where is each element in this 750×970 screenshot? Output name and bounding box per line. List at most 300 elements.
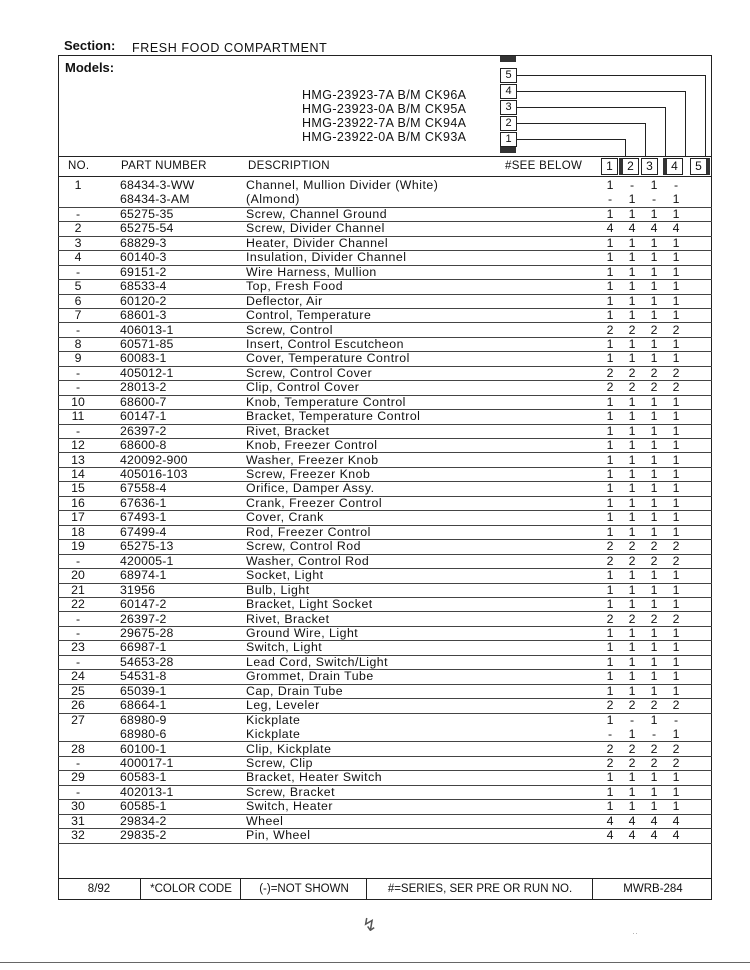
scan-speck: ·· <box>632 928 638 938</box>
part-description: Heater, Divider Channel <box>246 235 389 250</box>
qty-series-2: 1 <box>628 625 636 640</box>
part-number: 26397-2 <box>120 611 167 626</box>
footer-color-code: *COLOR CODE <box>140 879 241 899</box>
footer-date: 8/92 <box>87 883 111 895</box>
qty-series-4: 2 <box>672 756 680 770</box>
part-number: 29675-28 <box>120 625 174 640</box>
part-number: 60585-1 <box>120 799 167 814</box>
qty-series-1: 1 <box>606 625 614 640</box>
qty-series-3: 2 <box>650 553 658 568</box>
qty-series-3: 4 <box>650 813 658 828</box>
part-number: 69151-2 <box>120 264 167 279</box>
part-description: Bulb, Light <box>246 582 310 597</box>
model-line-4: HMG-23922-0A B/M CK93A <box>302 130 467 144</box>
qty-series-4: 1 <box>672 582 680 597</box>
item-number: 9 <box>74 351 82 366</box>
qty-series-2: 1 <box>628 669 636 684</box>
part-description: Kickplate <box>246 712 301 727</box>
qty-series-1: 1 <box>606 510 614 525</box>
qty-header-3: 3 <box>641 158 658 175</box>
part-number: 68600-7 <box>120 394 167 409</box>
leader-wire <box>517 107 665 108</box>
qty-series-1: 1 <box>606 279 614 294</box>
qty-series-2: 1 <box>628 727 636 742</box>
part-number: 65275-35 <box>120 206 174 221</box>
part-number: 60583-1 <box>120 770 167 785</box>
part-number: 406013-1 <box>120 322 174 337</box>
item-number: 22 <box>71 597 85 612</box>
item-number: 28 <box>71 741 85 756</box>
item-number: 27 <box>71 712 85 727</box>
qty-series-2: 1 <box>628 452 636 467</box>
part-description: Bracket, Light Socket <box>246 597 373 612</box>
model-line-1: HMG-23923-7A B/M CK96A <box>302 88 467 102</box>
part-number: 405012-1 <box>120 365 174 380</box>
part-number: 65039-1 <box>120 683 167 698</box>
table-row <box>58 727 712 742</box>
scan-mark: ↯ <box>362 915 378 935</box>
qty-series-4: 1 <box>672 264 680 279</box>
table-row <box>58 799 712 814</box>
qty-series-3: 1 <box>650 582 658 597</box>
qty-series-2: 1 <box>628 495 636 510</box>
qty-series-3: 1 <box>650 438 658 453</box>
table-row <box>58 409 712 424</box>
qty-series-2: 1 <box>628 293 636 308</box>
part-description: Screw, Control <box>246 322 333 337</box>
qty-series-2: 1 <box>628 784 636 799</box>
part-description: Leg, Leveler <box>246 698 320 713</box>
qty-series-2: 2 <box>628 741 636 756</box>
qty-series-1: 2 <box>606 756 614 770</box>
qty-header-4: 4 <box>663 158 683 175</box>
item-number: - <box>75 784 81 799</box>
item-number: - <box>75 264 81 279</box>
footer-series-note: #=SERIES, SER PRE OR RUN NO. <box>366 879 593 899</box>
qty-series-4: 2 <box>672 741 680 756</box>
qty-series-4: 1 <box>672 336 680 351</box>
item-number: 6 <box>74 293 82 308</box>
qty-series-1: 1 <box>606 264 614 279</box>
qty-series-2: 1 <box>628 264 636 279</box>
item-number: 16 <box>71 495 85 510</box>
qty-series-3: 1 <box>650 712 658 727</box>
qty-series-1: 1 <box>606 452 614 467</box>
item-number: 3 <box>74 235 82 250</box>
qty-series-2: 1 <box>628 409 636 424</box>
table-row <box>58 597 712 612</box>
part-description: Orifice, Damper Assy. <box>246 481 375 496</box>
qty-series-4: 1 <box>672 669 680 684</box>
qty-series-3: 1 <box>650 235 658 250</box>
table-row <box>58 207 712 222</box>
item-number: 32 <box>71 828 85 843</box>
item-number: - <box>75 654 81 669</box>
table-row <box>58 568 712 583</box>
qty-series-2: 4 <box>628 221 636 236</box>
qty-series-2: 1 <box>628 467 636 481</box>
table-row <box>58 770 712 785</box>
table-row <box>58 814 712 829</box>
table-row <box>58 481 712 496</box>
item-number: - <box>75 553 81 568</box>
part-description: Cover, Temperature Control <box>246 351 410 366</box>
table-row <box>58 828 712 843</box>
qty-series-1: 2 <box>606 741 614 756</box>
qty-series-3: 2 <box>650 365 658 380</box>
part-number: 60571-85 <box>120 336 174 351</box>
qty-series-4: 2 <box>672 322 680 337</box>
item-number: 25 <box>71 683 85 698</box>
qty-series-4: 4 <box>672 828 680 843</box>
item-number: 24 <box>71 669 85 684</box>
qty-series-4: 1 <box>672 770 680 785</box>
table-row <box>58 554 712 569</box>
part-description: Ground Wire, Light <box>246 625 359 640</box>
part-number: 65275-13 <box>120 539 174 554</box>
col-header-part-number: PART NUMBER <box>121 160 207 172</box>
item-number: 11 <box>71 409 85 424</box>
series-box-2: 2 <box>500 116 517 131</box>
qty-series-4: 1 <box>672 495 680 510</box>
table-row <box>58 380 712 395</box>
qty-series-2: 1 <box>628 206 636 221</box>
qty-series-2: - <box>629 712 635 727</box>
item-number: 5 <box>74 279 82 294</box>
qty-series-3: 1 <box>650 293 658 308</box>
qty-series-4: 1 <box>672 510 680 525</box>
table-row <box>58 510 712 525</box>
qty-series-4: 1 <box>672 423 680 438</box>
part-number: 67558-4 <box>120 481 167 496</box>
part-description: Deflector, Air <box>246 293 323 308</box>
model-line-3: HMG-23922-7A B/M CK94A <box>302 116 467 130</box>
col-header-see-below: #SEE BELOW <box>505 160 583 172</box>
qty-series-4: 1 <box>672 452 680 467</box>
qty-series-2: 1 <box>628 683 636 698</box>
part-number: 68434-3-WW <box>120 178 195 192</box>
qty-series-1: 4 <box>606 828 614 843</box>
leader-wire <box>645 123 646 157</box>
item-number: 1 <box>74 178 82 192</box>
part-description: Insulation, Divider Channel <box>246 250 407 265</box>
qty-series-4: 1 <box>672 799 680 814</box>
qty-series-4: 1 <box>672 524 680 539</box>
item-number: - <box>75 380 81 395</box>
qty-series-3: 1 <box>650 206 658 221</box>
qty-series-2: 2 <box>628 322 636 337</box>
qty-series-2: 2 <box>628 539 636 554</box>
item-number: 8 <box>74 336 82 351</box>
qty-series-2: 1 <box>628 770 636 785</box>
part-number: 68601-3 <box>120 308 167 323</box>
qty-series-1: 2 <box>606 322 614 337</box>
section-title: FRESH FOOD COMPARTMENT <box>132 41 328 55</box>
header-rule-bottom <box>58 176 712 177</box>
part-number: 68533-4 <box>120 279 167 294</box>
qty-series-1: 1 <box>606 568 614 583</box>
qty-series-3: 1 <box>650 394 658 409</box>
col-header-description: DESCRIPTION <box>248 160 330 172</box>
part-number: 54531-8 <box>120 669 167 684</box>
qty-series-3: 2 <box>650 539 658 554</box>
part-description: Kickplate <box>246 727 301 742</box>
qty-series-3: - <box>651 192 657 207</box>
part-description: Switch, Heater <box>246 799 333 814</box>
item-number: - <box>75 423 81 438</box>
leader-wire <box>517 123 645 124</box>
part-number: 26397-2 <box>120 423 167 438</box>
part-description: Rivet, Bracket <box>246 611 330 626</box>
qty-header-5: 5 <box>690 158 710 175</box>
qty-series-3: 1 <box>650 264 658 279</box>
qty-series-2: 1 <box>628 351 636 366</box>
qty-series-4: 1 <box>672 351 680 366</box>
part-number: 400017-1 <box>120 756 174 770</box>
qty-series-1: 1 <box>606 336 614 351</box>
qty-series-2: 2 <box>628 365 636 380</box>
part-description: Rod, Freezer Control <box>246 524 371 539</box>
leader-wire <box>517 75 705 76</box>
qty-series-1: 2 <box>606 611 614 626</box>
qty-series-2: 4 <box>628 813 636 828</box>
part-number: 28013-2 <box>120 380 167 395</box>
part-description: Screw, Bracket <box>246 784 336 799</box>
table-row <box>58 756 712 771</box>
qty-series-1: - <box>607 192 613 207</box>
part-number: 68980-9 <box>120 712 167 727</box>
part-description: Clip, Control Cover <box>246 380 360 395</box>
part-description: Rivet, Bracket <box>246 423 330 438</box>
item-number: 7 <box>74 308 82 323</box>
table-row <box>58 612 712 627</box>
part-number: 54653-28 <box>120 654 174 669</box>
qty-series-1: 2 <box>606 380 614 395</box>
qty-series-1: 1 <box>606 481 614 496</box>
qty-series-2: 1 <box>628 597 636 612</box>
qty-series-4: 1 <box>672 654 680 669</box>
item-number: 21 <box>71 582 85 597</box>
leader-wire <box>517 139 625 140</box>
section-label: Section: <box>64 38 116 53</box>
part-number: 68600-8 <box>120 438 167 453</box>
qty-series-2: - <box>629 178 635 192</box>
qty-series-3: 2 <box>650 756 658 770</box>
qty-series-3: 2 <box>650 741 658 756</box>
qty-series-2: 2 <box>628 380 636 395</box>
table-row <box>58 698 712 713</box>
header-rule-top <box>58 156 712 157</box>
qty-series-2: 1 <box>628 235 636 250</box>
part-description: Socket, Light <box>246 568 324 583</box>
qty-series-1: - <box>607 727 613 742</box>
qty-series-1: 2 <box>606 553 614 568</box>
qty-series-3: 1 <box>650 178 658 192</box>
qty-series-4: 1 <box>672 206 680 221</box>
item-number: 23 <box>71 640 85 655</box>
qty-header-2: 2 <box>619 158 639 175</box>
part-number: 60100-1 <box>120 741 167 756</box>
table-row <box>58 236 712 251</box>
table-row <box>58 192 712 207</box>
series-box-4: 4 <box>500 84 517 99</box>
item-number: - <box>75 322 81 337</box>
series-box-5: 5 <box>500 68 517 83</box>
part-description: Screw, Freezer Knob <box>246 467 371 481</box>
qty-series-2: 1 <box>628 438 636 453</box>
qty-series-4: 1 <box>672 293 680 308</box>
table-row <box>58 178 712 192</box>
qty-series-2: 1 <box>628 640 636 655</box>
part-number: 60140-3 <box>120 250 167 265</box>
table-row <box>58 640 712 655</box>
qty-series-3: 1 <box>650 683 658 698</box>
qty-series-4: 1 <box>672 481 680 496</box>
qty-series-4: 1 <box>672 640 680 655</box>
qty-series-4: 1 <box>672 784 680 799</box>
qty-series-2: 1 <box>628 308 636 323</box>
table-row <box>58 713 712 727</box>
qty-series-3: 1 <box>650 568 658 583</box>
qty-series-3: 1 <box>650 423 658 438</box>
qty-series-2: 1 <box>628 654 636 669</box>
qty-series-3: 1 <box>650 452 658 467</box>
qty-series-1: 1 <box>606 799 614 814</box>
table-row <box>58 655 712 670</box>
part-number: 68980-6 <box>120 727 167 742</box>
qty-series-1: 1 <box>606 308 614 323</box>
footer-doc-number: MWRB-284 <box>592 879 713 899</box>
table-row <box>58 453 712 468</box>
qty-series-3: 1 <box>650 799 658 814</box>
qty-series-4: - <box>673 178 679 192</box>
qty-series-1: 1 <box>606 669 614 684</box>
item-number: 20 <box>71 568 85 583</box>
qty-series-2: 1 <box>628 582 636 597</box>
qty-series-1: 1 <box>606 640 614 655</box>
qty-series-4: 2 <box>672 380 680 395</box>
footer-not-shown: (-)=NOT SHOWN <box>240 879 367 899</box>
qty-series-4: 1 <box>672 394 680 409</box>
qty-series-1: 1 <box>606 178 614 192</box>
table-row <box>58 785 712 800</box>
qty-series-1: 1 <box>606 712 614 727</box>
item-number: 31 <box>71 813 85 828</box>
part-description: Cover, Crank <box>246 510 324 525</box>
leader-wire <box>625 139 626 157</box>
part-number: 60083-1 <box>120 351 167 366</box>
qty-series-2: 2 <box>628 698 636 713</box>
qty-series-4: 1 <box>672 438 680 453</box>
part-description: Screw, Clip <box>246 756 314 770</box>
series-stamp-bottom <box>500 147 516 153</box>
qty-series-3: 1 <box>650 495 658 510</box>
table-row <box>58 438 712 453</box>
item-number: 13 <box>71 452 85 467</box>
part-description: Screw, Control Cover <box>246 365 373 380</box>
part-number: 29835-2 <box>120 828 167 843</box>
qty-series-3: 1 <box>650 654 658 669</box>
table-row <box>58 395 712 410</box>
qty-series-3: 1 <box>650 784 658 799</box>
leader-wire <box>665 107 666 157</box>
part-number: 60147-2 <box>120 597 167 612</box>
qty-series-3: 1 <box>650 409 658 424</box>
qty-series-4: 1 <box>672 235 680 250</box>
qty-series-4: 1 <box>672 568 680 583</box>
qty-series-2: 1 <box>628 481 636 496</box>
table-row <box>58 337 712 352</box>
table-row <box>58 496 712 511</box>
qty-series-2: 1 <box>628 510 636 525</box>
qty-series-3: 1 <box>650 279 658 294</box>
qty-series-3: 1 <box>650 510 658 525</box>
qty-series-2: 4 <box>628 828 636 843</box>
qty-series-4: 4 <box>672 813 680 828</box>
qty-series-4: 2 <box>672 539 680 554</box>
part-number: 405016-103 <box>120 467 188 481</box>
item-number: 4 <box>74 250 82 265</box>
qty-series-1: 1 <box>606 394 614 409</box>
part-number: 68974-1 <box>120 568 167 583</box>
part-number: 68829-3 <box>120 235 167 250</box>
part-number: 420092-900 <box>120 452 188 467</box>
qty-series-4: 2 <box>672 698 680 713</box>
qty-series-1: 2 <box>606 698 614 713</box>
part-description: Knob, Temperature Control <box>246 394 406 409</box>
item-number: - <box>75 625 81 640</box>
qty-series-3: 1 <box>650 250 658 265</box>
qty-series-2: 1 <box>628 192 636 207</box>
part-number: 67493-1 <box>120 510 167 525</box>
table-row <box>58 366 712 381</box>
qty-series-1: 1 <box>606 351 614 366</box>
qty-series-3: - <box>651 727 657 742</box>
qty-series-1: 1 <box>606 770 614 785</box>
part-description: Cap, Drain Tube <box>246 683 344 698</box>
qty-series-4: 1 <box>672 250 680 265</box>
qty-series-2: 1 <box>628 336 636 351</box>
qty-series-1: 1 <box>606 409 614 424</box>
qty-series-1: 1 <box>606 582 614 597</box>
part-description: Wheel <box>246 813 284 828</box>
qty-series-3: 4 <box>650 828 658 843</box>
table-row <box>58 265 712 280</box>
part-description: Insert, Control Escutcheon <box>246 336 404 351</box>
qty-series-2: 2 <box>628 553 636 568</box>
qty-series-3: 1 <box>650 640 658 655</box>
qty-series-1: 2 <box>606 539 614 554</box>
item-number: 29 <box>71 770 85 785</box>
qty-series-3: 2 <box>650 698 658 713</box>
table-row <box>58 525 712 540</box>
item-number: 30 <box>71 799 85 814</box>
item-number: 19 <box>71 539 85 554</box>
part-description: Grommet, Drain Tube <box>246 669 374 684</box>
qty-series-2: 1 <box>628 279 636 294</box>
part-description: Screw, Control Rod <box>246 539 361 554</box>
series-box-3: 3 <box>500 100 517 115</box>
qty-series-2: 1 <box>628 394 636 409</box>
qty-series-2: 2 <box>628 756 636 770</box>
model-line-2: HMG-23923-0A B/M CK95A <box>302 102 467 116</box>
part-description: Washer, Freezer Knob <box>246 452 379 467</box>
leader-wire <box>705 75 706 157</box>
models-label: Models: <box>65 60 115 75</box>
qty-series-3: 4 <box>650 221 658 236</box>
part-description: Top, Fresh Food <box>246 279 344 294</box>
qty-series-4: 1 <box>672 308 680 323</box>
